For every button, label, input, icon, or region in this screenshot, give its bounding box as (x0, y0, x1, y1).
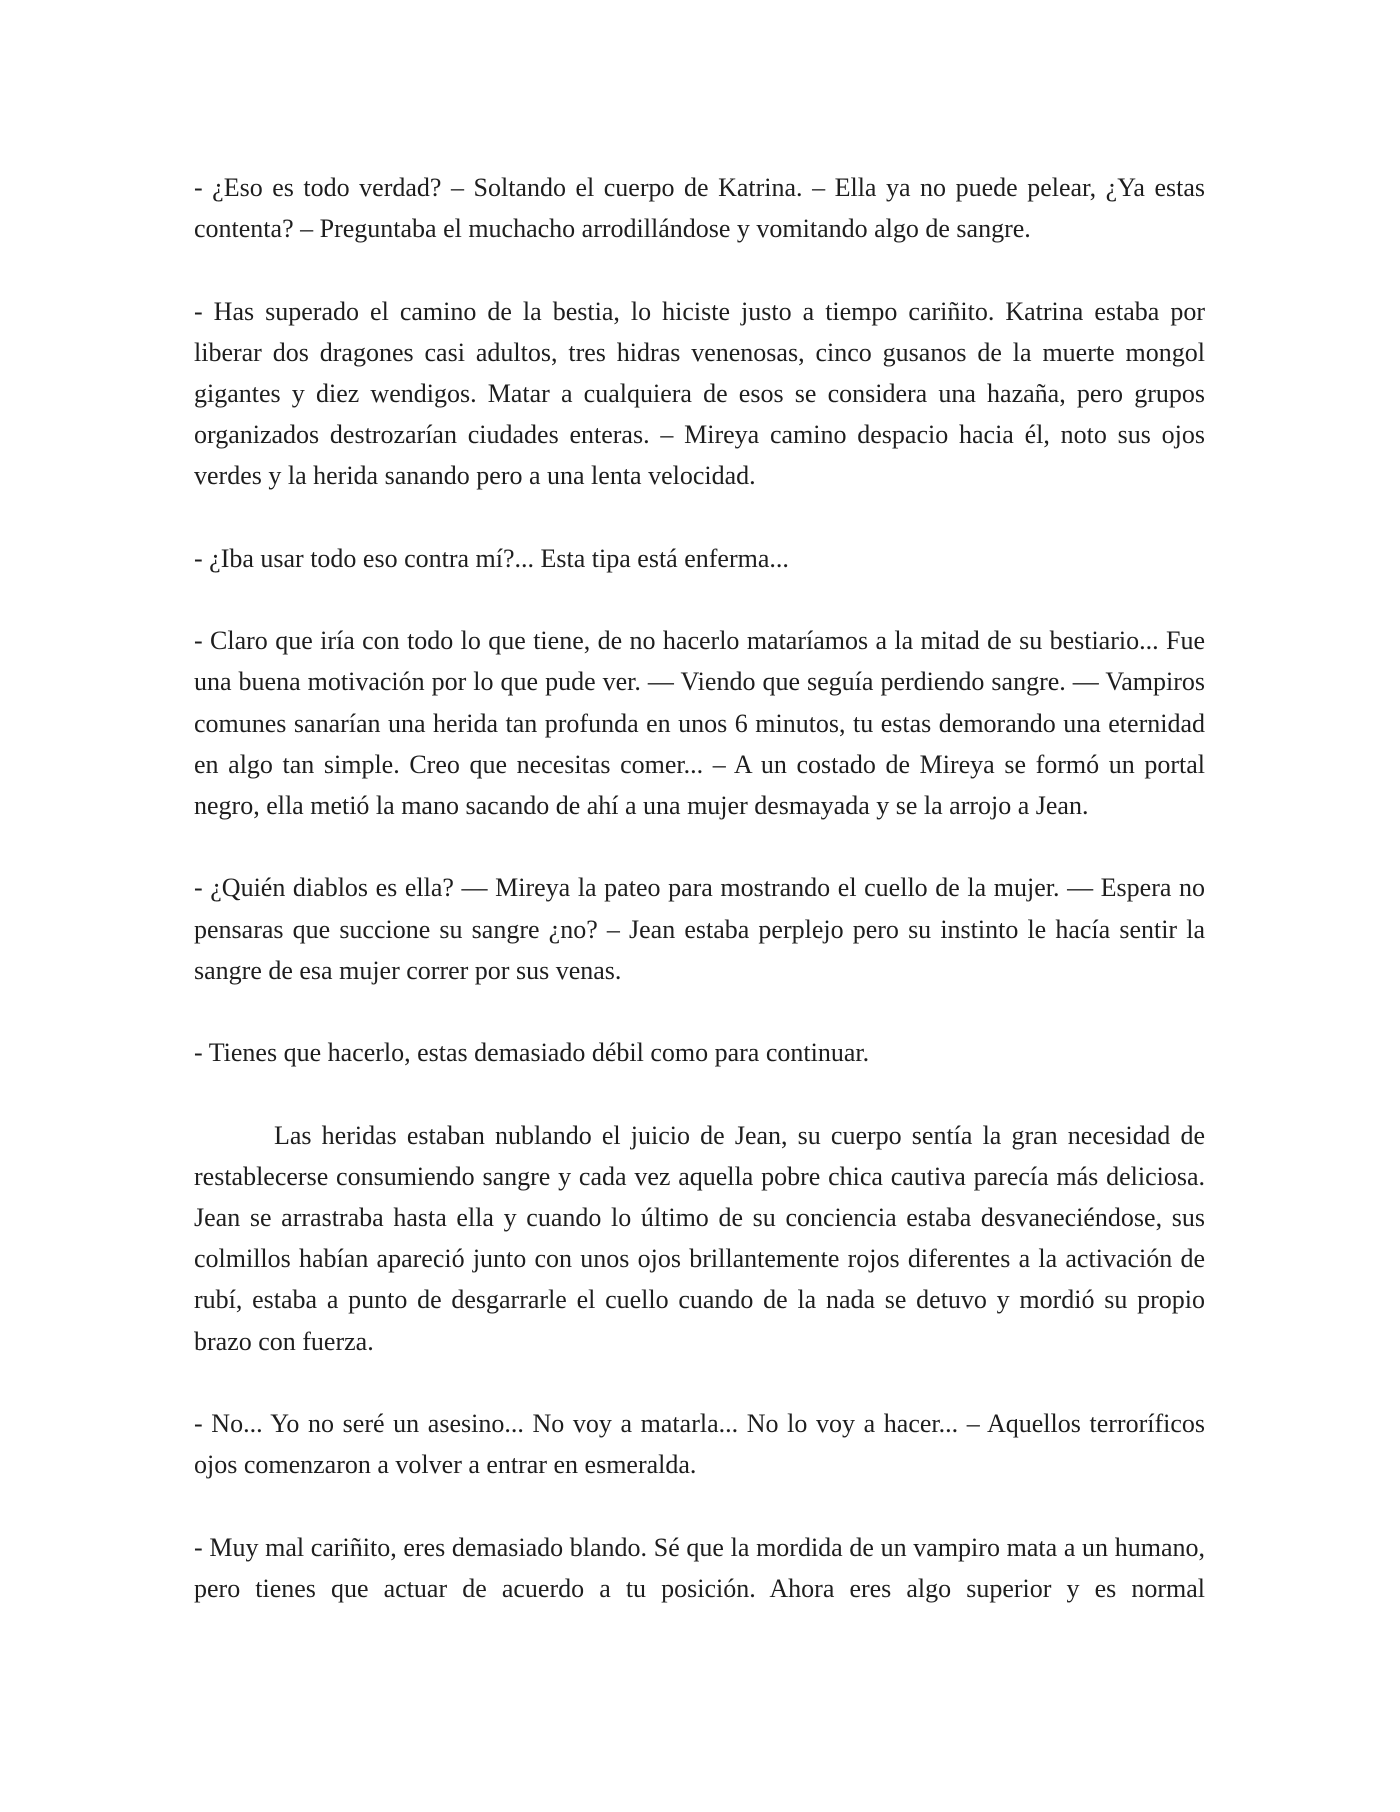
paragraph-6: - Tienes que hacerlo, estas demasiado débil como para continuar. (194, 1038, 870, 1068)
paragraph-8: - No... Yo no seré un asesino... No voy a matarla... No lo voy a hacer... – Aquellos terroríficos ojos comenzaron a volver a entrar en esmeralda. (194, 1408, 1205, 1480)
paragraph-4: - Claro que iría con todo lo que tiene, de no hacerlo mataríamos a la mitad de su bestiario... Fue una buena motivación por lo que pude ver. — Viendo que seguía perdiendo sangre. — Vampiros comunes sanarían una herida tan profunda en unos 6 minutos, tu estas demorando una eternidad en algo tan simple. Creo que necesitas comer... – A un costado de Mireya se formó un portal negro, ella metió la mano sacando de ahí a una mujer desmayada y se la arrojo a Jean. (194, 626, 1205, 820)
paragraph-2: - Has superado el camino de la bestia, lo hiciste justo a tiempo cariñito. Katrina estaba por liberar dos dragones casi adultos, tres hidras venenosas, cinco gusanos de la muerte mongol gigantes y diez wendigos. Matar a cualquiera de esos se considera una hazaña, pero grupos organizados destrozarían ciudades enteras. – Mireya camino despacio hacia él, noto sus ojos verdes y la herida sanando pero a una lenta velocidad. (194, 296, 1205, 491)
document-body (194, 167, 1205, 1609)
paragraph-9: - Muy mal cariñito, eres demasiado blando. Sé que la mordida de un vampiro mata a un humano, pero tienes que actuar de acuerdo a tu posición. Ahora eres algo superior y es normal (194, 1532, 1205, 1603)
paragraph-1: - ¿Eso es todo verdad? – Soltando el cuerpo de Katrina. – Ella ya no puede pelear, ¿Ya estas contenta? – Preguntaba el muchacho arrodillándose y vomitando algo de sangre. (194, 173, 1205, 244)
paragraph-7: Las heridas estaban nublando el juicio de Jean, su cuerpo sentía la gran necesidad de restablecerse consumiendo sangre y cada vez aquella pobre chica cautiva parecía más deliciosa. Jean se arrastraba hasta ella y cuando lo último de su conciencia estaba desvaneciéndose, sus colmillos habían apareció junto con unos ojos brillantemente rojos diferentes a la activación de rubí, estaba a punto de desgarrarle el cuello cuando de la nada se detuvo y mordió su propio brazo con fuerza. (194, 1120, 1205, 1356)
paragraph-3: - ¿Iba usar todo eso contra mí?... Esta tipa está enferma... (194, 543, 789, 573)
paragraph-5: - ¿Quién diablos es ella? — Mireya la pateo para mostrando el cuello de la mujer. — Espera no pensaras que succione su sangre ¿no? – Jean estaba perplejo pero su instinto le hacía sentir la sangre de esa mujer correr por sus venas. (194, 873, 1205, 985)
